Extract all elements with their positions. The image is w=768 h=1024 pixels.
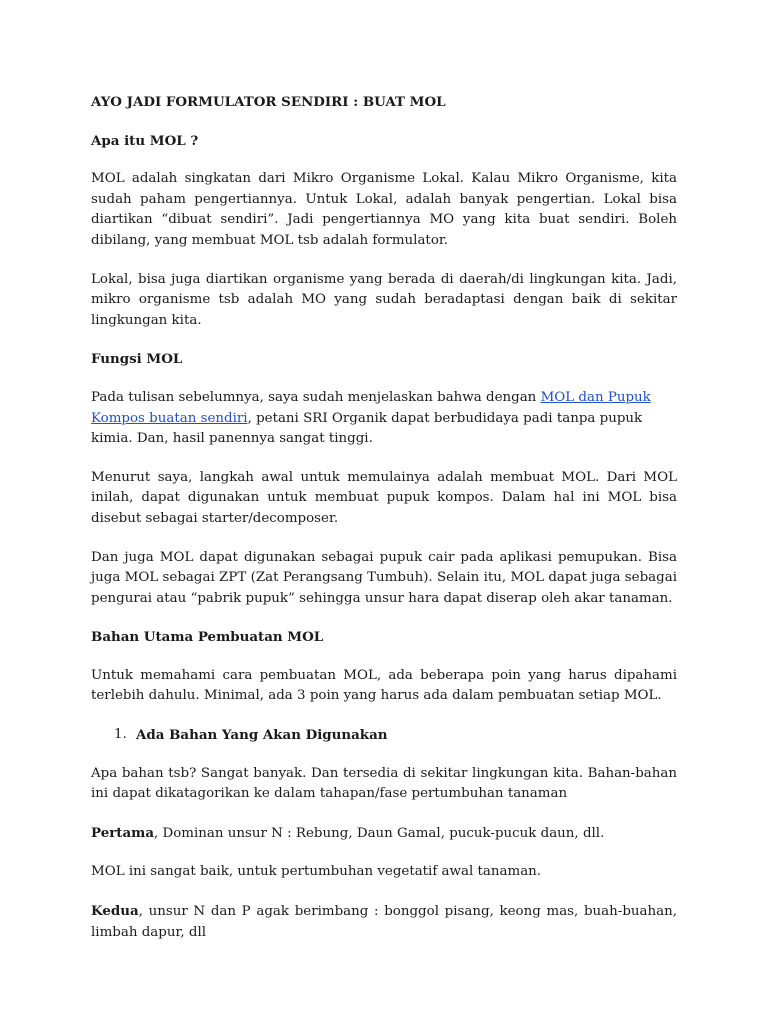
text-span: Pada tulisan sebelumnya, saya sudah menjelaskan bahwa dengan [91,389,541,405]
paragraph-liquid-fertilizer: Dan juga MOL dapat digunakan sebagai pupuk cair pada aplikasi pemupukan. Bisa juga MOL sebagai ZPT (Zat Perangsang Tumbuh). Selain itu, MOL dapat juga sebagai pengurai atau “pabrik pupuk” sehingga unsur hara dapat diserap oleh akar tanaman. [91,549,677,606]
link-mol-pupuk-kompos[interactable]: MOL dan Pupuk Kompos buatan sendiri [91,389,651,426]
paragraph-understanding: Untuk memahami cara pembuatan MOL, ada beberapa poin yang harus dipahami terlebih dahulu. Minimal, ada 3 poin yang harus ada dalam pembuatan setiap MOL. [91,667,677,704]
heading-apa-itu-mol: Apa itu MOL ? [91,132,199,149]
list-item-label: Ada Bahan Yang Akan Digunakan [136,727,388,744]
paragraph-lokal-meaning: Lokal, bisa juga diartikan organisme yang berada di daerah/di lingkungan kita. Jadi, mikro organisme tsb adalah MO yang sudah beradaptasi dengan baik di sekitar lingkungan kita. [91,271,677,328]
heading-fungsi-mol: Fungsi MOL [91,351,183,368]
text-span: , unsur N dan P agak berimbang : bonggol pisang, keong mas, buah-buahan, limbah dapur, dll [91,904,677,940]
bold-label-pertama: Pertama [91,824,154,841]
paragraph-previous-writing [91,388,677,450]
document-title: AYO JADI FORMULATOR SENDIRI : BUAT MOL [91,94,446,110]
list-item [114,725,677,746]
paragraph-kedua [91,901,677,943]
text-span: , Dominan unsur N : Rebung, Daun Gamal, pucuk-pucuk daun, dll. [154,825,605,841]
text-span: , petani SRI Organik dapat berbudidaya padi tanpa pupuk kimia. Dan, hasil panennya sangat tinggi. [91,410,643,447]
heading-bahan-utama: Bahan Utama Pembuatan MOL [91,629,324,646]
paragraph-mol-definition: MOL adalah singkatan dari Mikro Organisme Lokal. Kalau Mikro Organisme, kita sudah paham pengertiannya. Untuk Lokal, adalah banyak pengertian. Lokal bisa diartikan “dibuat sendiri”. Jadi pengertiannya MO yang kita buat sendiri. Boleh dibilang, yang membuat MOL tsb adalah formulator. [91,171,677,248]
list-number: 1. [114,727,127,743]
paragraph-materials: Apa bahan tsb? Sangat banyak. Dan tersedia di sekitar lingkungan kita. Bahan-bahan ini dapat dikatagorikan ke dalam tahapan/fase pertumbuhan tanaman [91,765,677,802]
paragraph-vegetative: MOL ini sangat baik, untuk pertumbuhan vegetatif awal tanaman. [91,864,542,880]
paragraph-first-step: Menurut saya, langkah awal untuk memulainya adalah membuat MOL. Dari MOL inilah, dapat digunakan untuk membuat pupuk kompos. Dalam hal ini MOL bisa disebut sebagai starter/decomposer. [91,469,677,526]
bold-label-kedua: Kedua [91,903,139,920]
document-body [91,92,677,961]
paragraph-pertama [91,823,677,845]
